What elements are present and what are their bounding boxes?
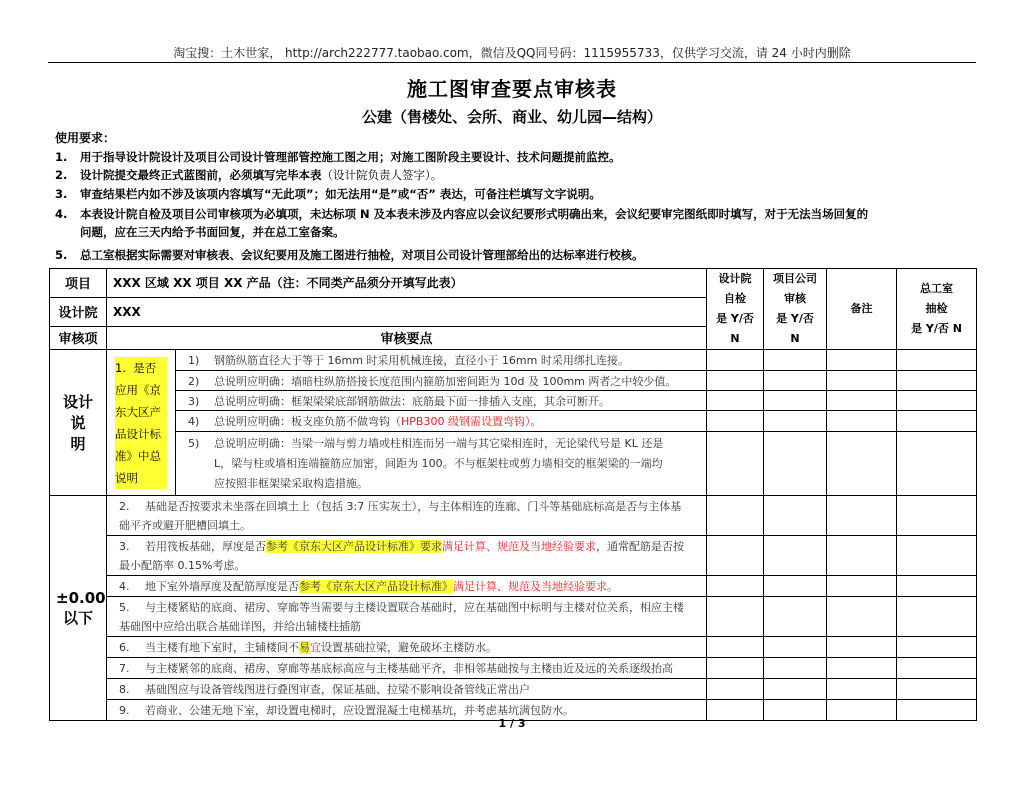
review-point: 5. 与主楼紧贴的底商、裙房、穿廊等当需要与主楼设置联合基础时，应在基础图中标明与主楼对位关系，相应主楼 基础图中应给出联合基础详图，并给出辅楼柱插筋 [107,597,707,637]
document-title: 施工图审查要点审核表 [407,77,617,101]
review-point: 2) 总说明应明确：墙暗柱纵筋搭接长度范围内箍筋加密间距为 10d 及 100mm 两者之中较少值。 [176,371,707,391]
requirement-extra: （设计院负责人签字）。 [321,168,443,182]
chief-check-cell[interactable] [897,496,977,536]
note-cell[interactable] [827,597,897,637]
project-value: XXX 区域 XX 项目 XX 产品（注：不同类产品须分开填写此表） [107,269,707,298]
note-cell[interactable] [827,496,897,536]
chief-check-cell[interactable] [897,536,977,576]
requirement-item [55,185,975,203]
col-note-header: 备注 [827,269,897,350]
chief-check-cell[interactable] [897,637,977,658]
note-cell[interactable] [827,350,897,371]
chief-check-cell[interactable] [897,679,977,700]
table-row [50,411,977,432]
table-row [50,496,977,536]
note-cell[interactable] [827,411,897,432]
requirements-title: 使用要求： [55,131,116,145]
project-review-cell[interactable] [764,411,827,432]
self-check-cell[interactable] [707,432,764,496]
requirement-text: 总工室根据实际需要对审核表、会议纪要用及施工图进行抽检，对项目公司设计管理部给出的达标率进行校核。 [80,248,644,262]
chief-check-cell[interactable] [897,597,977,637]
self-check-cell[interactable] [707,637,764,658]
self-check-cell[interactable] [707,391,764,411]
requirement-item [55,166,975,184]
review-point: 4. 地下室外墙厚度及配筋厚度是否参考《京东大区产品设计标准》满足计算、规范及当地经验要求。 [107,576,707,597]
note-cell[interactable] [827,371,897,391]
table-row [50,679,977,700]
project-review-cell[interactable] [764,679,827,700]
self-check-cell[interactable] [707,371,764,391]
review-point: 2. 基础是否按要求未坐落在回填土上（包括 3:7 压实灰土），与主体相连的连廊、门斗等基础底标高是否与主体基 础平齐或避开肥槽回填土。 [107,496,707,536]
self-check-cell[interactable] [707,658,764,679]
document-subtitle: 公建（售楼处、会所、商业、幼儿园—结构） [361,108,662,126]
requirement-num: 1. [55,150,68,164]
table-row [50,391,977,411]
self-check-cell[interactable] [707,411,764,432]
project-review-cell[interactable] [764,576,827,597]
section-label-below-zero: ±0.00 以下 [50,496,107,721]
table-row [50,432,977,496]
review-points-header: 审核要点 [107,326,707,349]
note-cell[interactable] [827,536,897,576]
requirement-item [55,148,975,166]
requirement-num: 3. [55,187,68,201]
self-check-cell[interactable] [707,679,764,700]
project-review-cell[interactable] [764,536,827,576]
requirement-item [55,205,975,241]
note-cell[interactable] [827,576,897,597]
self-check-cell[interactable] [707,496,764,536]
table-row [50,637,977,658]
note-cell[interactable] [827,391,897,411]
audit-table [49,268,977,721]
review-point: 3) 总说明应明确：框架梁梁底部钢筋做法：底筋最下面一排插入支座，其余可断开。 [176,391,707,411]
section-label-design-notes: 设计说 明 [50,350,107,496]
project-review-cell[interactable] [764,391,827,411]
chief-check-cell[interactable] [897,350,977,371]
project-review-cell[interactable] [764,350,827,371]
design-institute-value: XXX [107,297,707,326]
requirement-num: 4. [55,207,68,221]
chief-check-cell[interactable] [897,391,977,411]
requirement-text: 审查结果栏内如不涉及该项内容填写“无此项”；如无法用“是”或“否” 表达，可备注栏填写文字说明。 [80,187,601,201]
project-review-cell[interactable] [764,597,827,637]
table-row [50,350,977,371]
project-review-cell[interactable] [764,496,827,536]
review-point: 5) 总说明应明确：当梁一端与剪力墙或柱相连而另一端与其它梁相连时，无论梁代号是 KL 还是 L，梁与柱或墙相连端箍筋应加密，间距为 100。不与框架柱或剪力墙相交的框架梁的一端均 应按照非框架梁采取构造措施。 [176,432,707,496]
requirement-text: 本表设计院自检及项目公司审核项为必填项，未达标项 N 及本表未涉及内容应以会议纪要形式明确出来，会议纪要审完图纸即时填写，对于无法当场回复的 [80,207,869,221]
review-item-header: 审核项 [50,326,107,349]
self-check-cell[interactable] [707,350,764,371]
chief-check-cell[interactable] [897,371,977,391]
chief-check-cell[interactable] [897,658,977,679]
chief-check-cell[interactable] [897,432,977,496]
page-number: 1 / 3 [498,717,526,730]
header-note: 淘宝搜：土木世家， http://arch222777.taobao.com，微信及QQ同号码：1115955733，仅供学习交流，请 24 小时内删除 [173,46,851,60]
requirement-item [55,246,975,264]
project-label: 项目 [50,269,107,298]
table-row [50,576,977,597]
project-review-cell[interactable] [764,637,827,658]
requirement-text: 用于指导设计院设计及项目公司设计管理部管控施工图之用；对施工图阶段主要设计、技术问题提前监控。 [80,150,621,164]
requirement-text: 设计院提交最终正式蓝图前，必须填写完毕本表 [80,168,322,182]
review-point: 4) 总说明应明确：板支座负筋不做弯钩（HPB300 级钢需设置弯钩）。 [176,411,707,432]
project-review-cell[interactable] [764,432,827,496]
requirement-num: 5. [55,248,68,262]
header-divider [48,62,976,63]
col-project-review-header: 项目公司 审核 是 Y/否 N [764,269,827,350]
table-row [50,597,977,637]
note-cell[interactable] [827,658,897,679]
self-check-cell[interactable] [707,536,764,576]
review-point: 1) 钢筋纵筋直径大于等于 16mm 时采用机械连接，直径小于 16mm 时采用绑扎连接。 [176,350,707,371]
table-row [50,536,977,576]
chief-check-cell[interactable] [897,576,977,597]
chief-check-cell[interactable] [897,411,977,432]
review-point: 7. 与主楼紧邻的底商、裙房、穿廊等基底标高应与主楼基础平齐，非相邻基础按与主楼由近及远的关系逐级抬高 [107,658,707,679]
table-row [50,371,977,391]
note-cell[interactable] [827,432,897,496]
review-point: 8. 基础图应与设备管线图进行叠图审查，保证基础、拉梁不影响设备管线正常出户 [107,679,707,700]
note-cell[interactable] [827,637,897,658]
self-check-cell[interactable] [707,576,764,597]
self-check-cell[interactable] [707,597,764,637]
review-point: 3. 若用筏板基础，厚度是否参考《京东大区产品设计标准》要求满足计算、规范及当地经验要求，通常配筋是否按 最小配筋率 0.15%考虑。 [107,536,707,576]
requirement-num: 2. [55,168,68,182]
project-review-cell[interactable] [764,658,827,679]
col-self-check-header: 设计院 自检 是 Y/否 N [707,269,764,350]
note-cell[interactable] [827,679,897,700]
review-point: 6. 当主楼有地下室时，主辅楼间不易宜设置基础拉梁，避免破坏主楼防水。 [107,637,707,658]
col-chief-check-header: 总工室 抽检 是 Y/否 N [897,269,977,350]
requirement-text-cont: 问题，应在三天内给予书面回复，并在总工室备案。 [80,225,345,239]
review-point: 9. 若商业、公建无地下室，却设置电梯时，应设置混凝土电梯基坑，并考虑基坑满包防水。 [107,700,707,721]
category-cell: 1. 是否应用《京东大区产品设计标准》中总说明 [107,350,176,496]
table-row [50,658,977,679]
project-review-cell[interactable] [764,371,827,391]
design-institute-label: 设计院 [50,297,107,326]
